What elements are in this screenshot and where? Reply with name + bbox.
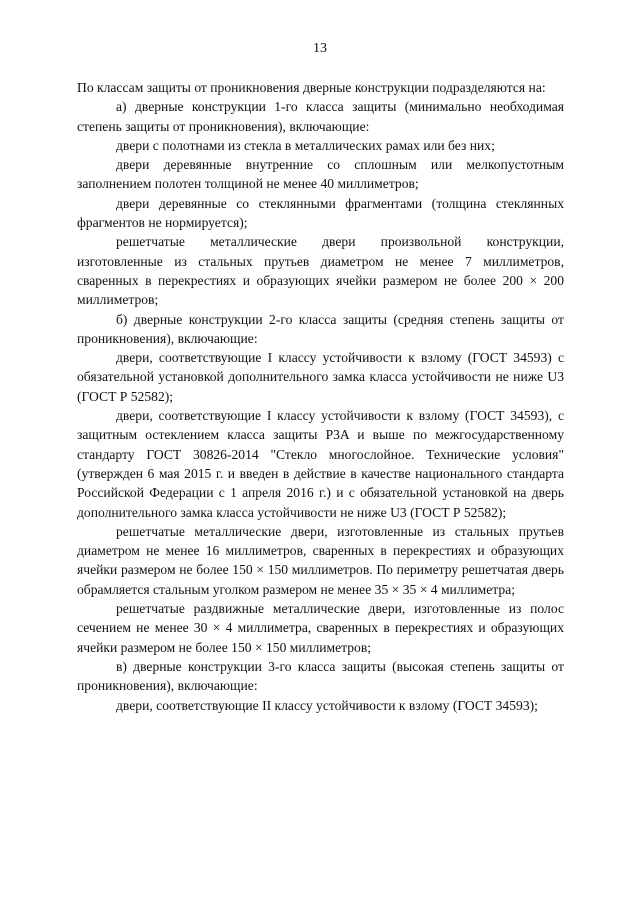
paragraph-class-1-item-1: двери с полотнами из стекла в металлических рамах или без них; (116, 137, 495, 153)
paragraph-class-2-item-1: двери, соответствующие I классу устойчивости к взлому (ГОСТ 34593) с обязательной установкой дополнительного замка класса устойчивости не ниже U3 (ГОСТ Р 52582); (77, 350, 564, 404)
paragraph-class-3-item-1: двери, соответствующие II классу устойчивости к взлому (ГОСТ 34593); (116, 697, 538, 713)
paragraph-intro: По классам защиты от проникновения дверные конструкции подразделяются на: (77, 80, 546, 95)
document-body (77, 78, 564, 715)
paragraph-class-1-heading: а) дверные конструкции 1-го класса защиты (минимально необходимая степень защиты от проникновения), включающие: (77, 99, 564, 134)
paragraph-class-1-item-2: двери деревянные внутренние со сплошным или мелкопустотным заполнением полотен толщиной не менее 40 миллиметров; (77, 157, 564, 192)
paragraph-class-3-heading: в) дверные конструкции 3-го класса защиты (высокая степень защиты от проникновения), включающие: (77, 658, 564, 694)
paragraph-class-1-item-3: двери деревянные со стеклянными фрагментами (толщина стеклянных фрагментов не нормируется); (77, 195, 564, 231)
paragraph-class-2-heading: б) дверные конструкции 2-го класса защиты (средняя степень защиты от проникновения), включающие: (77, 311, 564, 346)
page-number: 13 (313, 41, 327, 56)
paragraph-class-2-item-3: решетчатые металлические двери, изготовленные из стальных прутьев диаметром не менее 16 миллиметров, сваренных в перекрестиях и образующих ячейки размером не более 150 × 150 миллиметров. По периметру решетчатая дверь обрамляется стальным уголком размером не менее 35 × 35 × 4 миллиметра; (77, 523, 564, 597)
paragraph-class-2-item-4: решетчатые раздвижные металлические двери, изготовленные из полос сечением не менее 30 × 4 миллиметра, сваренных в перекрестиях и образующих ячейки размером не более 150 × 150 миллиметров; (77, 601, 564, 655)
paragraph-class-2-item-2: двери, соответствующие I классу устойчивости к взлому (ГОСТ 34593), с защитным остеклением класса защиты P3A и выше по межгосударственному стандарту ГОСТ 30826-2014 "Стекло многослойное. Технические условия" (утвержден 6 мая 2015 г. и введен в действие в качестве национального стандарта Российской Федерации с 1 апреля 2016 г.) и с обязательной установкой на дверь дополнительного замка класса устойчивости не ниже U3 (ГОСТ Р 52582); (77, 408, 564, 520)
paragraph-class-1-item-4: решетчатые металлические двери произвольной конструкции, изготовленные из стальных прутьев диаметром не менее 7 миллиметров, сваренных в перекрестиях и образующих ячейки размером не более 200 × 200 миллиметров; (77, 234, 564, 308)
